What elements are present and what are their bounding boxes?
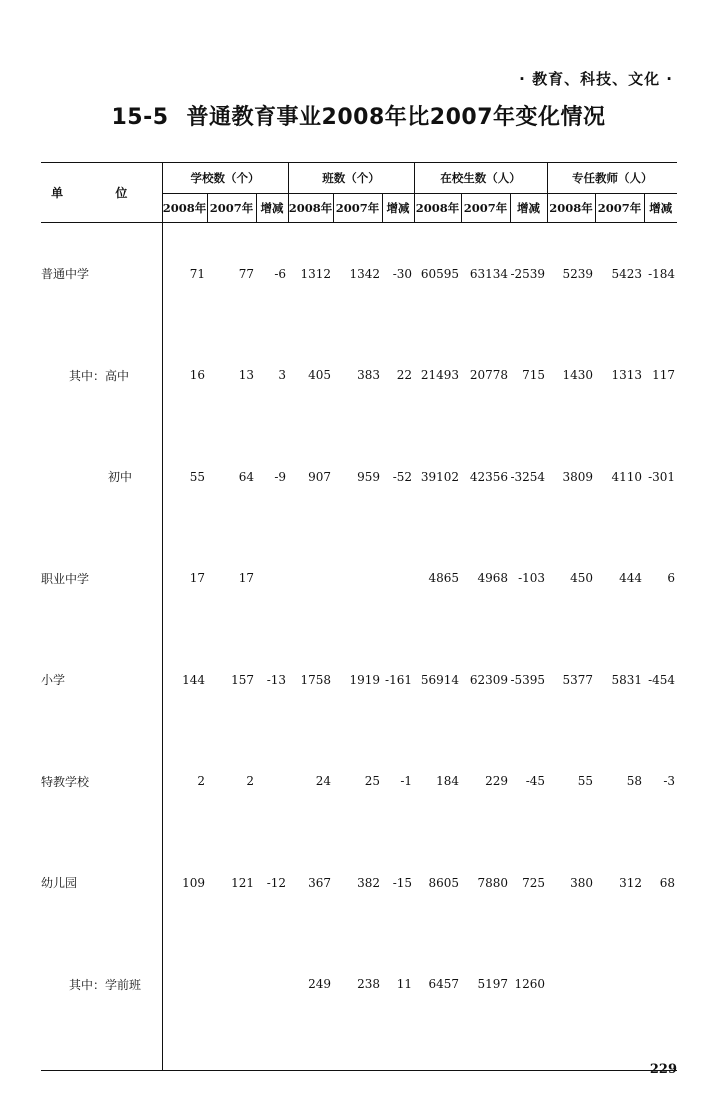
table-row [41, 731, 677, 833]
sub-header-2008: 2008年 [288, 194, 333, 223]
table-cell: -454 [648, 672, 676, 687]
row-label: 特教学校 [41, 731, 162, 833]
table-body [41, 223, 677, 1071]
table-cell: 17 [238, 571, 254, 586]
row-label: 小学 [41, 629, 162, 731]
table-cell: 62309 [469, 672, 509, 687]
sub-header-2007: 2007年 [461, 194, 510, 223]
table-cell: 907 [308, 469, 332, 484]
table-cell: 4865 [428, 571, 460, 586]
table-cell: -30 [392, 266, 413, 281]
table-cell: 7880 [477, 875, 509, 890]
table-cell [595, 934, 644, 1036]
table-cell [256, 528, 288, 630]
table-cell-empty [382, 1035, 414, 1071]
table-cell: -1 [400, 774, 413, 789]
table-cell: 121 [231, 875, 254, 890]
table-number: 15-5 [111, 105, 169, 130]
table-row [41, 528, 677, 630]
table-cell: 405 [308, 368, 332, 383]
table-cell: 21493 [420, 368, 460, 383]
table-cell: 725 [522, 875, 546, 890]
row-label: 幼儿园 [41, 832, 162, 934]
table-cell: 383 [357, 368, 381, 383]
sub-header-2007: 2007年 [207, 194, 256, 223]
table-cell-empty [333, 1035, 382, 1071]
table-cell: 60595 [420, 266, 460, 281]
table-cell-empty [595, 1035, 644, 1071]
table-cell: 5423 [611, 266, 643, 281]
table-cell: 1430 [562, 368, 594, 383]
page-number: 229 [649, 1062, 677, 1077]
table-cell: 249 [308, 977, 332, 992]
table-cell: 24 [315, 774, 332, 789]
table-cell: 312 [619, 875, 643, 890]
table-cell: 380 [570, 875, 594, 890]
table-cell: 16 [189, 368, 205, 383]
table-cell: 1919 [349, 672, 381, 687]
table-cell: 157 [231, 672, 254, 687]
table-cell: 117 [652, 368, 676, 383]
row-label: 其中：学前班 [41, 934, 162, 1036]
table-cell: 68 [659, 875, 676, 890]
table-cell: 109 [182, 875, 205, 890]
table-row [41, 934, 677, 1036]
table-cell: 367 [308, 875, 332, 890]
table-cell-empty [510, 1035, 547, 1071]
table-row [41, 426, 677, 528]
table-cell: 6 [667, 571, 676, 586]
unit-header: 单 位 [41, 163, 162, 223]
table-cell: -5395 [510, 672, 546, 687]
sub-header-2008: 2008年 [162, 194, 207, 223]
table-cell [547, 934, 595, 1036]
table-cell: 2 [246, 774, 254, 789]
table-cell-empty [288, 1035, 333, 1071]
table-cell: -301 [648, 469, 676, 484]
row-label: 初中 [41, 426, 162, 528]
table-bottom-rule [41, 1035, 677, 1071]
table-cell: -2539 [510, 266, 546, 281]
table-cell: 6457 [428, 977, 460, 992]
sub-header-2008: 2008年 [414, 194, 461, 223]
table-cell: -3254 [510, 469, 546, 484]
table-row [41, 629, 677, 731]
group-header-students: 在校生数（人） [414, 163, 547, 194]
row-label: 其中：高中 [41, 325, 162, 427]
table-row [41, 325, 677, 427]
table-row [41, 223, 677, 325]
table-cell: 8605 [428, 875, 460, 890]
table-cell: 2 [197, 774, 205, 789]
group-header-schools: 学校数（个） [162, 163, 288, 194]
table-cell: 58 [626, 774, 643, 789]
table-row [41, 832, 677, 934]
table-cell: -3 [663, 774, 676, 789]
table-cell: 55 [189, 469, 205, 484]
table-cell: 5831 [611, 672, 643, 687]
table-cell: 77 [238, 266, 254, 281]
table-cell: -45 [525, 774, 546, 789]
table-cell: -13 [266, 672, 287, 687]
table-cell: 17 [189, 571, 205, 586]
table-cell: 1260 [514, 977, 546, 992]
table-cell [256, 934, 288, 1036]
table-cell: 25 [364, 774, 381, 789]
table-cell-empty [414, 1035, 461, 1071]
table-cell: 4968 [477, 571, 509, 586]
row-label-empty [41, 1035, 162, 1071]
table-cell: 229 [485, 774, 509, 789]
sub-header-change: 增减 [382, 194, 414, 223]
table-cell: 184 [436, 774, 460, 789]
table-cell [644, 934, 677, 1036]
table-cell: 5377 [562, 672, 594, 687]
table-cell: -6 [274, 266, 287, 281]
table-cell [382, 528, 414, 630]
table-cell: 144 [182, 672, 205, 687]
sub-header-change: 增减 [644, 194, 677, 223]
table-cell: 715 [522, 368, 546, 383]
table-cell: 3 [278, 368, 287, 383]
table-cell [256, 731, 288, 833]
row-label: 普通中学 [41, 223, 162, 325]
table-cell: 63134 [469, 266, 509, 281]
table-cell-empty [207, 1035, 256, 1071]
table-cell [288, 528, 333, 630]
row-label: 职业中学 [41, 528, 162, 630]
table-cell: 382 [357, 875, 381, 890]
table-cell: 3809 [562, 469, 594, 484]
table-cell [333, 528, 382, 630]
page-title [0, 100, 717, 131]
table-cell: -9 [274, 469, 287, 484]
table-cell [162, 934, 207, 1036]
table-cell: 39102 [420, 469, 460, 484]
table-cell: 22 [396, 368, 413, 383]
table-cell: 71 [189, 266, 205, 281]
table-cell: 42356 [469, 469, 509, 484]
table-cell-empty [256, 1035, 288, 1071]
group-header-teachers: 专任教师（人） [547, 163, 677, 194]
table-cell: 20778 [469, 368, 509, 383]
table-cell: 64 [238, 469, 254, 484]
table-cell: 238 [357, 977, 381, 992]
table-cell: 1342 [349, 266, 381, 281]
table-cell-empty [547, 1035, 595, 1071]
sub-header-change: 增减 [256, 194, 288, 223]
statistics-table [41, 162, 677, 1071]
table-title: 普通教育事业2008年比2007年变化情况 [186, 105, 606, 130]
sub-header-change: 增减 [510, 194, 547, 223]
table-cell: -184 [648, 266, 676, 281]
sub-header-2008: 2008年 [547, 194, 595, 223]
header-row-groups [41, 163, 677, 194]
table-cell: 56914 [420, 672, 460, 687]
sub-header-2007: 2007年 [333, 194, 382, 223]
table-cell: -52 [392, 469, 413, 484]
sub-header-2007: 2007年 [595, 194, 644, 223]
table-cell: -12 [266, 875, 287, 890]
table-cell [207, 934, 256, 1036]
table-cell: 1758 [300, 672, 332, 687]
table-cell: 5197 [477, 977, 509, 992]
table-cell-empty [162, 1035, 207, 1071]
table-cell: 4110 [611, 469, 643, 484]
table-cell: 1313 [611, 368, 643, 383]
table-cell: 55 [577, 774, 594, 789]
table-cell: 13 [238, 368, 254, 383]
table-cell: 5239 [562, 266, 594, 281]
table-cell: -103 [518, 571, 546, 586]
group-header-classes: 班数（个） [288, 163, 414, 194]
table-cell: 11 [396, 977, 413, 992]
table-cell: -15 [392, 875, 413, 890]
table-cell: -161 [385, 672, 413, 687]
table-cell: 450 [570, 571, 594, 586]
table-cell-empty [461, 1035, 510, 1071]
table-cell: 1312 [300, 266, 332, 281]
table-cell: 444 [619, 571, 643, 586]
running-head: · 教育、科技、文化 · [519, 70, 673, 88]
table-cell: 959 [357, 469, 381, 484]
